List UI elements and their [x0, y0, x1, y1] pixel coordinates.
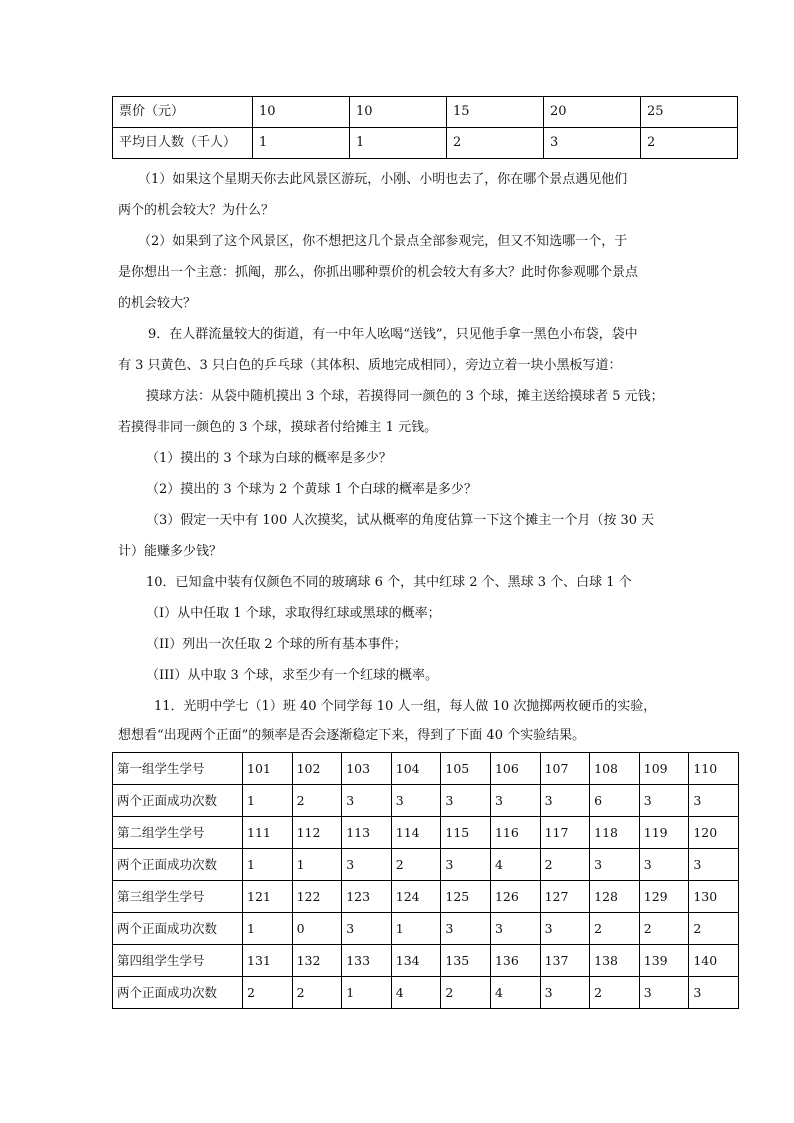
- table-cell: 139: [639, 945, 689, 977]
- table-cell: 127: [540, 881, 590, 913]
- table-cell: 3: [342, 785, 392, 817]
- row-label: 平均日人数（千人）: [113, 128, 253, 159]
- q9-heading: [148, 319, 772, 350]
- table-cell: 1: [243, 849, 293, 881]
- table-cell: 3: [342, 849, 392, 881]
- table-row: [113, 97, 738, 128]
- table-row: [113, 913, 739, 945]
- table-cell: 130: [689, 881, 739, 913]
- table-cell: 2: [590, 913, 640, 945]
- table-cell: 1: [243, 913, 293, 945]
- table-cell: 109: [639, 753, 689, 785]
- table-cell: 3: [590, 849, 640, 881]
- q8-part2-line3: 的机会较大？: [118, 296, 197, 311]
- table-row: [113, 785, 739, 817]
- table-cell: 119: [639, 817, 689, 849]
- table-cell: 137: [540, 945, 590, 977]
- row-label: 票价（元）: [113, 97, 253, 128]
- table-cell: 111: [243, 817, 293, 849]
- table-cell: 107: [540, 753, 590, 785]
- q8-part1: [138, 164, 762, 195]
- row-label: 两个正面成功次数: [113, 849, 243, 881]
- q9-line3: 摸球方法：从袋中随机摸出 3 个球，若摸得同一颜色的 3 个球，摊主送给摸球者 5 元钱；: [146, 389, 664, 404]
- q8-part1-cont: [118, 195, 742, 226]
- table-cell: 124: [391, 881, 441, 913]
- table-cell: 4: [490, 849, 540, 881]
- row-label: 第三组学生学号: [113, 881, 243, 913]
- q9-line4: 若摸得非同一颜色的 3 个球，摸球者付给摊主 1 元钱。: [118, 420, 438, 435]
- table-cell: 2: [243, 977, 293, 1009]
- table-cell: 1: [243, 785, 293, 817]
- table-cell: 2: [447, 128, 544, 159]
- q8-part2-line1: （2）如果到了这个风景区，你不想把这几个景点全部参观完，但又不知选哪一个，于: [138, 234, 628, 249]
- table-cell: 121: [243, 881, 293, 913]
- q9-line1: 9．在人群流量较大的街道，有一中年人吆喝“送钱”，只见他手拿一黑色小布袋，袋中: [148, 327, 638, 342]
- q8-part1-line1: （1）如果这个星期天你去此风景区游玩，小刚、小明也去了，你在哪个景点遇见他们: [138, 172, 628, 187]
- table-cell: 6: [590, 785, 640, 817]
- table-cell: 3: [540, 977, 590, 1009]
- table-cell: 20: [544, 97, 641, 128]
- row-label: 两个正面成功次数: [113, 785, 243, 817]
- coin-experiment-table: [112, 752, 739, 1009]
- table-cell: 2: [292, 977, 342, 1009]
- table-cell: 3: [490, 913, 540, 945]
- table-cell: 108: [590, 753, 640, 785]
- table-cell: 2: [540, 849, 590, 881]
- table-cell: 1: [292, 849, 342, 881]
- q10: [146, 567, 770, 691]
- table-cell: 114: [391, 817, 441, 849]
- q11-heading: [154, 691, 778, 722]
- table-cell: 122: [292, 881, 342, 913]
- table-cell: 135: [441, 945, 491, 977]
- row-label: 两个正面成功次数: [113, 977, 243, 1009]
- table-cell: 131: [243, 945, 293, 977]
- row-label: 第二组学生学号: [113, 817, 243, 849]
- table-row: [113, 881, 739, 913]
- table-row: [113, 849, 739, 881]
- q8-part2-line2: 是你想出一个主意：抓阄，那么，你抓出哪种票价的机会较大有多大？此时你参观哪个景点: [118, 265, 639, 280]
- table-cell: 101: [243, 753, 293, 785]
- q10-sub2: （II）列出一次任取 2 个球的所有基本事件；: [146, 637, 407, 652]
- table-cell: 3: [441, 913, 491, 945]
- table-cell: 4: [391, 977, 441, 1009]
- table-cell: 10: [350, 97, 447, 128]
- table-cell: 125: [441, 881, 491, 913]
- q9-sub1: （1）摸出的 3 个球为白球的概率是多少？: [146, 451, 392, 466]
- table-cell: 4: [490, 977, 540, 1009]
- table-cell: 2: [689, 913, 739, 945]
- q8-part2: [138, 226, 762, 257]
- table-cell: 102: [292, 753, 342, 785]
- table-cell: 3: [441, 785, 491, 817]
- table-cell: 1: [391, 913, 441, 945]
- q9-rule: [146, 381, 770, 412]
- table-cell: 2: [292, 785, 342, 817]
- q11-line2: 想想看“出现两个正面”的频率是否会逐渐稳定下来，得到了下面 40 个实验结果。: [118, 728, 586, 743]
- table-cell: 3: [490, 785, 540, 817]
- q11-body: [118, 720, 742, 751]
- table-cell: 128: [590, 881, 640, 913]
- q10-sub3: （III）从中取 3 个球，求至少有一个红球的概率。: [146, 668, 438, 683]
- table-cell: 2: [641, 128, 738, 159]
- table-cell: 3: [342, 913, 392, 945]
- table-cell: 132: [292, 945, 342, 977]
- table-cell: 115: [441, 817, 491, 849]
- q10-line1: 10．已知盒中装有仅颜色不同的玻璃球 6 个，其中红球 2 个、黑球 3 个、白球 1 个: [146, 575, 632, 590]
- table-cell: 1: [342, 977, 392, 1009]
- table-cell: 2: [639, 913, 689, 945]
- table-cell: 112: [292, 817, 342, 849]
- q9-rule-cont: [118, 412, 742, 443]
- table-cell: 3: [689, 785, 739, 817]
- table-cell: 25: [641, 97, 738, 128]
- table-row: [113, 945, 739, 977]
- table-cell: 116: [490, 817, 540, 849]
- table-cell: 3: [441, 849, 491, 881]
- table-cell: 3: [689, 849, 739, 881]
- table-cell: 3: [540, 913, 590, 945]
- table-cell: 120: [689, 817, 739, 849]
- table-row: [113, 128, 738, 159]
- table-cell: 104: [391, 753, 441, 785]
- table-cell: 123: [342, 881, 392, 913]
- table-cell: 2: [590, 977, 640, 1009]
- table-cell: 2: [391, 849, 441, 881]
- row-label: 两个正面成功次数: [113, 913, 243, 945]
- q10-sub1: （I）从中任取 1 个球，求取得红球或黑球的概率；: [146, 606, 441, 621]
- table-cell: 140: [689, 945, 739, 977]
- table-cell: 3: [544, 128, 641, 159]
- row-label: 第一组学生学号: [113, 753, 243, 785]
- q9-sub3-line2: 计）能赚多少钱？: [118, 544, 223, 559]
- table-row: [113, 753, 739, 785]
- table-cell: 118: [590, 817, 640, 849]
- table-row: [113, 817, 739, 849]
- table-cell: 133: [342, 945, 392, 977]
- table-cell: 106: [490, 753, 540, 785]
- table-cell: 0: [292, 913, 342, 945]
- q8-part1-line2: 两个的机会较大？为什么？: [118, 203, 275, 218]
- table-cell: 105: [441, 753, 491, 785]
- table-cell: 126: [490, 881, 540, 913]
- table-cell: 3: [639, 977, 689, 1009]
- table-cell: 1: [350, 128, 447, 159]
- table-cell: 10: [253, 97, 350, 128]
- q9-sub3-line1: （3）假定一天中有 100 人次摸奖，试从概率的角度估算一下这个摊主一个月（按 30 天: [146, 513, 655, 528]
- table-cell: 136: [490, 945, 540, 977]
- row-label: 第四组学生学号: [113, 945, 243, 977]
- q11-line1: 11．光明中学七（1）班 40 个同学每 10 人一组，每人做 10 次抛掷两枚硬币的实验，: [154, 699, 657, 714]
- table-cell: 3: [391, 785, 441, 817]
- q9-sub2: （2）摸出的 3 个球为 2 个黄球 1 个白球的概率是多少？: [146, 482, 477, 497]
- q9-sub3-cont: [118, 536, 742, 567]
- q9-line2: 有 3 只黄色、3 只白色的乒乓球（其体积、质地完成相同），旁边立着一块小黑板写道：: [118, 358, 622, 373]
- table-cell: 113: [342, 817, 392, 849]
- table-row: [113, 977, 739, 1009]
- q9-body: [118, 350, 742, 381]
- table-cell: 15: [447, 97, 544, 128]
- table-cell: 129: [639, 881, 689, 913]
- q9-subquestions: [146, 443, 770, 536]
- q8-part2-cont: [118, 257, 742, 319]
- table-cell: 103: [342, 753, 392, 785]
- table-cell: 3: [639, 785, 689, 817]
- table-cell: 138: [590, 945, 640, 977]
- table-cell: 3: [689, 977, 739, 1009]
- table-cell: 3: [639, 849, 689, 881]
- table-cell: 117: [540, 817, 590, 849]
- ticket-price-table: [112, 96, 738, 159]
- table-cell: 1: [253, 128, 350, 159]
- table-cell: 134: [391, 945, 441, 977]
- table-cell: 2: [441, 977, 491, 1009]
- table-cell: 110: [689, 753, 739, 785]
- table-cell: 3: [540, 785, 590, 817]
